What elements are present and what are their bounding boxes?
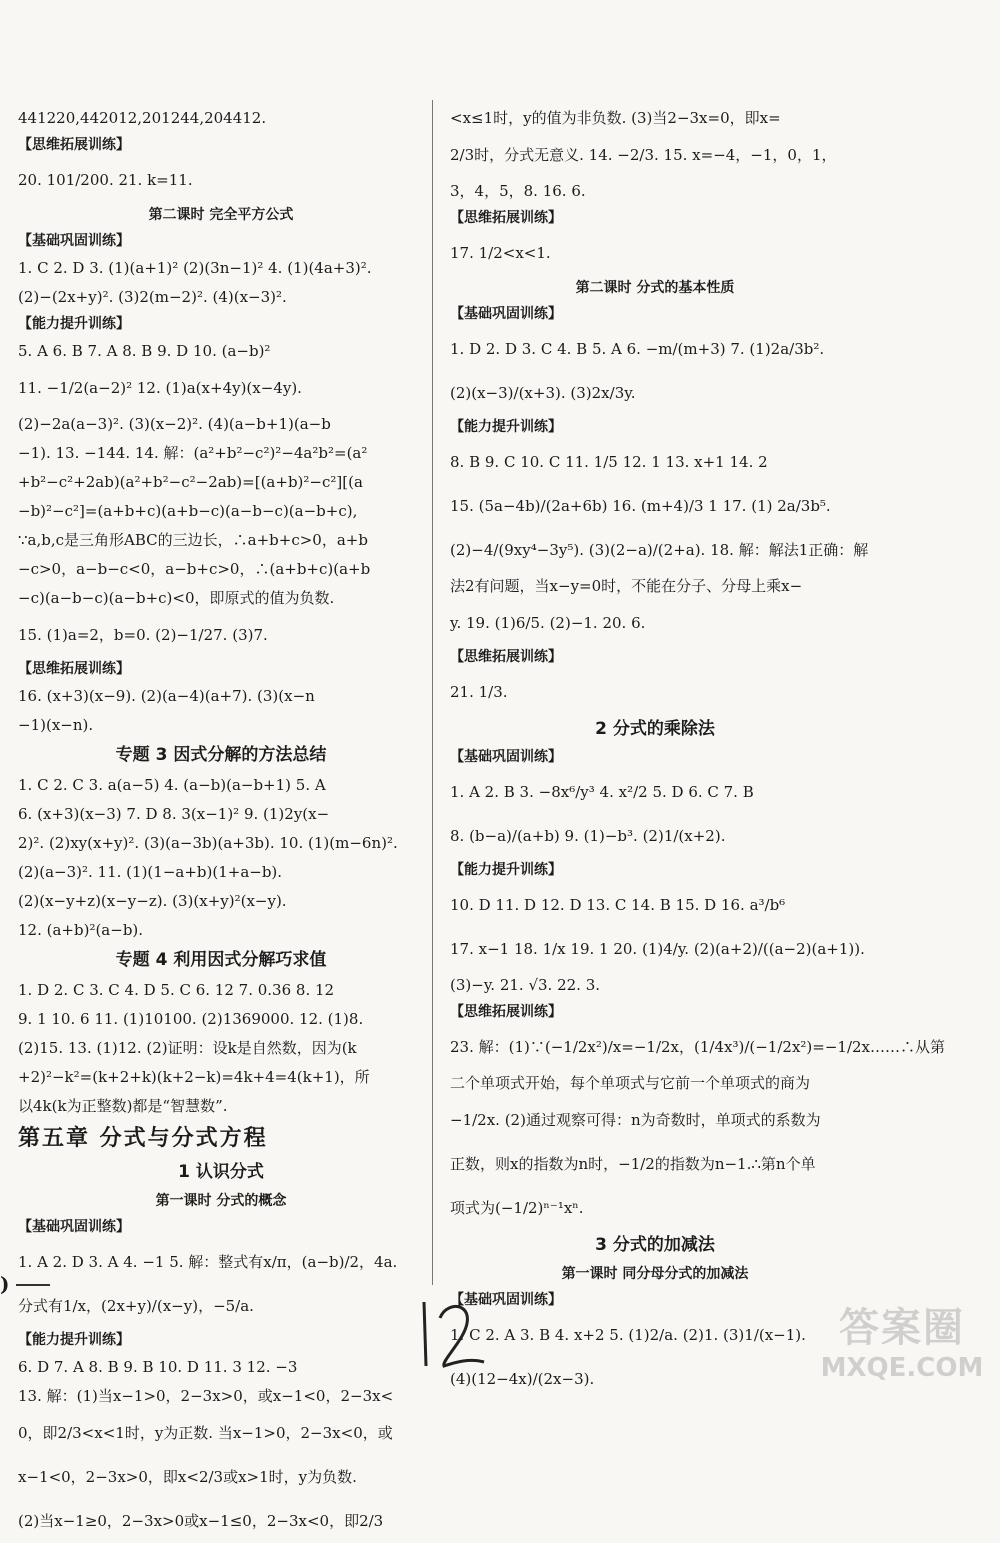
answer-line: 2/3时，分式无意义. 14. −2/3. 15. x=−4，−1，0，1， — [450, 146, 837, 164]
answer-line: (2)(x−y+z)(x−y−z). (3)(x+y)²(x−y). — [18, 892, 287, 910]
answer-line: 17. x−1 18. 1/x 19. 1 20. (1)4/y. (2)(a+2)/((a−2)(a+1)). — [450, 940, 865, 958]
answer-line: 以4k(k为正整数)都是“智慧数”. — [18, 1097, 228, 1115]
answer-line: 1. C 2. C 3. a(a−5) 4. (a−b)(a−b+1) 5. A — [18, 776, 326, 794]
answer-line: 0，即2/3<x<1时，y为正数. 当x−1>0，2−3x<0，或 — [18, 1424, 393, 1442]
column-divider — [432, 100, 433, 1285]
answer-line: 10. D 11. D 12. D 13. C 14. B 15. D 16. a³/b⁶ — [450, 896, 786, 914]
section-heading: 专题 3 因式分解的方法总结 — [115, 745, 327, 765]
section-label: 【能力提升训练】 — [450, 419, 562, 435]
answer-line: +2)²−k²=(k+2+k)(k+2−k)=4k+4=4(k+1)，所 — [18, 1068, 370, 1086]
answer-line: 8. (b−a)/(a+b) 9. (1)−b³. (2)1/(x+2). — [450, 827, 726, 845]
section-label: 【思维拓展训练】 — [18, 137, 130, 153]
answer-line: 分式有1/x，(2x+y)/(x−y)，−5/a. — [18, 1297, 254, 1315]
section-heading: 专题 4 利用因式分解巧求值 — [115, 950, 327, 970]
answer-line: 1. C 2. A 3. B 4. x+2 5. (1)2/a. (2)1. (3)1/(x−1). — [450, 1326, 806, 1344]
answer-line: (2)15. 13. (1)12. (2)证明：设k是自然数，因为(k — [18, 1039, 357, 1057]
section-heading: 2 分式的乘除法 — [595, 719, 715, 739]
answer-line: (2)(x−3)/(x+3). (3)2x/3y. — [450, 384, 636, 402]
answer-line: −1)(x−n). — [18, 716, 94, 734]
answer-line: (2)−(2x+y)². (3)2(m−2)². (4)(x−3)². — [18, 288, 287, 306]
answer-line: 9. 1 10. 6 11. (1)10100. (2)1369000. 12. (1)8. — [18, 1010, 364, 1028]
section-label: 【思维拓展训练】 — [450, 1004, 562, 1020]
section-label: 【能力提升训练】 — [450, 862, 562, 878]
answer-line: +b²−c²+2ab)(a²+b²−c²−2ab)=[(a+b)²−c²][(a — [18, 473, 363, 491]
answer-line: (2)当x−1≥0，2−3x>0或x−1≤0，2−3x<0，即2/3 — [18, 1512, 384, 1530]
answer-line: 1. C 2. D 3. (1)(a+1)² (2)(3n−1)² 4. (1)(4a+3)². — [18, 259, 372, 277]
page-number-dash — [16, 1284, 50, 1286]
answer-line: 23. 解：(1)∵(−1/2x²)/x=−1/2x，(1/4x³)/(−1/2x²)=−1/2x……∴从第 — [450, 1038, 946, 1056]
watermark-url: MXQE.COM — [820, 1353, 984, 1383]
answer-line: ∵a,b,c是三角形ABC的三边长，∴a+b+c>0，a+b — [18, 531, 368, 549]
section-heading: 1 认识分式 — [178, 1162, 264, 1182]
answer-line: 16. (x+3)(x−9). (2)(a−4)(a+7). (3)(x−n — [18, 687, 315, 705]
answer-line: (2)−4/(9xy⁴−3y⁵). (3)(2−a)/(2+a). 18. 解：解法1正确：解 — [450, 541, 869, 559]
section-heading: 第一课时 分式的概念 — [155, 1193, 287, 1209]
answer-line: (3)−y. 21. √3. 22. 3. — [450, 976, 601, 994]
answer-line: (4)(12−4x)/(2x−3). — [450, 1370, 595, 1388]
answer-line: 二个单项式开始，每个单项式与它前一个单项式的商为 — [450, 1074, 811, 1092]
page-number: ) — [0, 1272, 10, 1296]
handwritten-mark — [418, 1296, 488, 1376]
section-label: 【基础巩固训练】 — [18, 233, 130, 249]
answer-line: 1. A 2. D 3. A 4. −1 5. 解：整式有x/π，(a−b)/2，4a. — [18, 1253, 398, 1271]
answer-line: −1/2x. (2)通过观察可得：n为奇数时，单项式的系数为 — [450, 1111, 821, 1129]
section-label: 【基础巩固训练】 — [450, 749, 562, 765]
answer-line: 20. 101/200. 21. k=11. — [18, 171, 193, 189]
section-label: 【能力提升训练】 — [18, 1332, 130, 1348]
section-label: 【基础巩固训练】 — [18, 1219, 130, 1235]
answer-line: 17. 1/2<x<1. — [450, 244, 551, 262]
answer-line: 441220,442012,201244,204412. — [18, 109, 267, 127]
answer-line: −1). 13. −144. 14. 解：(a²+b²−c²)²−4a²b²=(a² — [18, 444, 368, 462]
answer-line: 6. D 7. A 8. B 9. B 10. D 11. 3 12. −3 — [18, 1358, 298, 1376]
section-label: 【思维拓展训练】 — [18, 661, 130, 677]
answer-line: <x≤1时，y的值为非负数. (3)当2−3x=0，即x= — [450, 109, 781, 127]
section-heading: 第五章 分式与分式方程 — [18, 1126, 268, 1151]
answer-line: −b)²−c²]=(a+b+c)(a+b−c)(a−b−c)(a−b+c), — [18, 502, 358, 520]
section-label: 【思维拓展训练】 — [450, 210, 562, 226]
left-column — [18, 104, 424, 1543]
answer-line: y. 19. (1)6/5. (2)−1. 20. 6. — [450, 614, 646, 632]
answer-line: 1. A 2. B 3. −8x⁶/y³ 4. x²/2 5. D 6. C 7. B — [450, 783, 754, 801]
answer-line: 2)². (2)xy(x+y)². (3)(a−3b)(a+3b). 10. (1)(m−6n)². — [18, 834, 398, 852]
answer-line: 法2有问题，当x−y=0时，不能在分子、分母上乘x− — [450, 577, 803, 595]
answer-line: x−1<0，2−3x>0，即x<2/3或x>1时，y为负数. — [18, 1468, 357, 1486]
answer-line: 正数，则x的指数为n时，−1/2的指数为n−1.∴第n个单 — [450, 1155, 816, 1173]
answer-line: 5. A 6. B 7. A 8. B 9. D 10. (a−b)² — [18, 342, 271, 360]
section-heading: 第二课时 分式的基本性质 — [575, 280, 735, 296]
answer-line: 13. 解：(1)当x−1>0，2−3x>0，或x−1<0，2−3x< — [18, 1387, 394, 1405]
watermark-logo-text: 答案圈 — [839, 1305, 965, 1351]
section-label: 【基础巩固训练】 — [450, 1292, 562, 1308]
answer-line: 3，4，5，8. 16. 6. — [450, 182, 586, 200]
section-heading: 3 分式的加减法 — [595, 1235, 715, 1255]
section-heading: 第二课时 完全平方公式 — [148, 207, 294, 223]
answer-line: 15. (5a−4b)/(2a+6b) 16. (m+4)/3 1 17. (1) 2a/3b⁵. — [450, 497, 831, 515]
answer-line: −c>0，a−b−c<0，a−b+c>0，∴(a+b+c)(a+b — [18, 560, 371, 578]
section-label: 【基础巩固训练】 — [450, 306, 562, 322]
answer-line: 15. (1)a=2，b=0. (2)−1/27. (3)7. — [18, 626, 268, 644]
answer-line: 8. B 9. C 10. C 11. 1/5 12. 1 13. x+1 14. 2 — [450, 453, 768, 471]
answer-line: −c)(a−b−c)(a−b+c)<0，即原式的值为负数. — [18, 589, 335, 607]
answer-line: (2)−2a(a−3)². (3)(x−2)². (4)(a−b+1)(a−b — [18, 415, 331, 433]
answer-line: 1. D 2. D 3. C 4. B 5. A 6. −m/(m+3) 7. (1)2a/3b². — [450, 340, 825, 358]
answer-line: (2)(a−3)². 11. (1)(1−a+b)(1+a−b). — [18, 863, 283, 881]
section-heading: 第一课时 同分母分式的加减法 — [561, 1266, 749, 1282]
answer-line: 11. −1/2(a−2)² 12. (1)a(x+4y)(x−4y). — [18, 379, 302, 397]
section-label: 【能力提升训练】 — [18, 316, 130, 332]
section-label: 【思维拓展训练】 — [450, 649, 562, 665]
answer-line: 12. (a+b)²(a−b). — [18, 921, 144, 939]
answer-line: 6. (x+3)(x−3) 7. D 8. 3(x−1)² 9. (1)2y(x− — [18, 805, 330, 823]
answer-line: 21. 1/3. — [450, 683, 508, 701]
answer-line: 项式为(−1/2)ⁿ⁻¹xⁿ. — [450, 1199, 584, 1217]
watermark — [812, 1296, 992, 1392]
answer-line: 1. D 2. C 3. C 4. D 5. C 6. 12 7. 0.36 8. 12 — [18, 981, 335, 999]
